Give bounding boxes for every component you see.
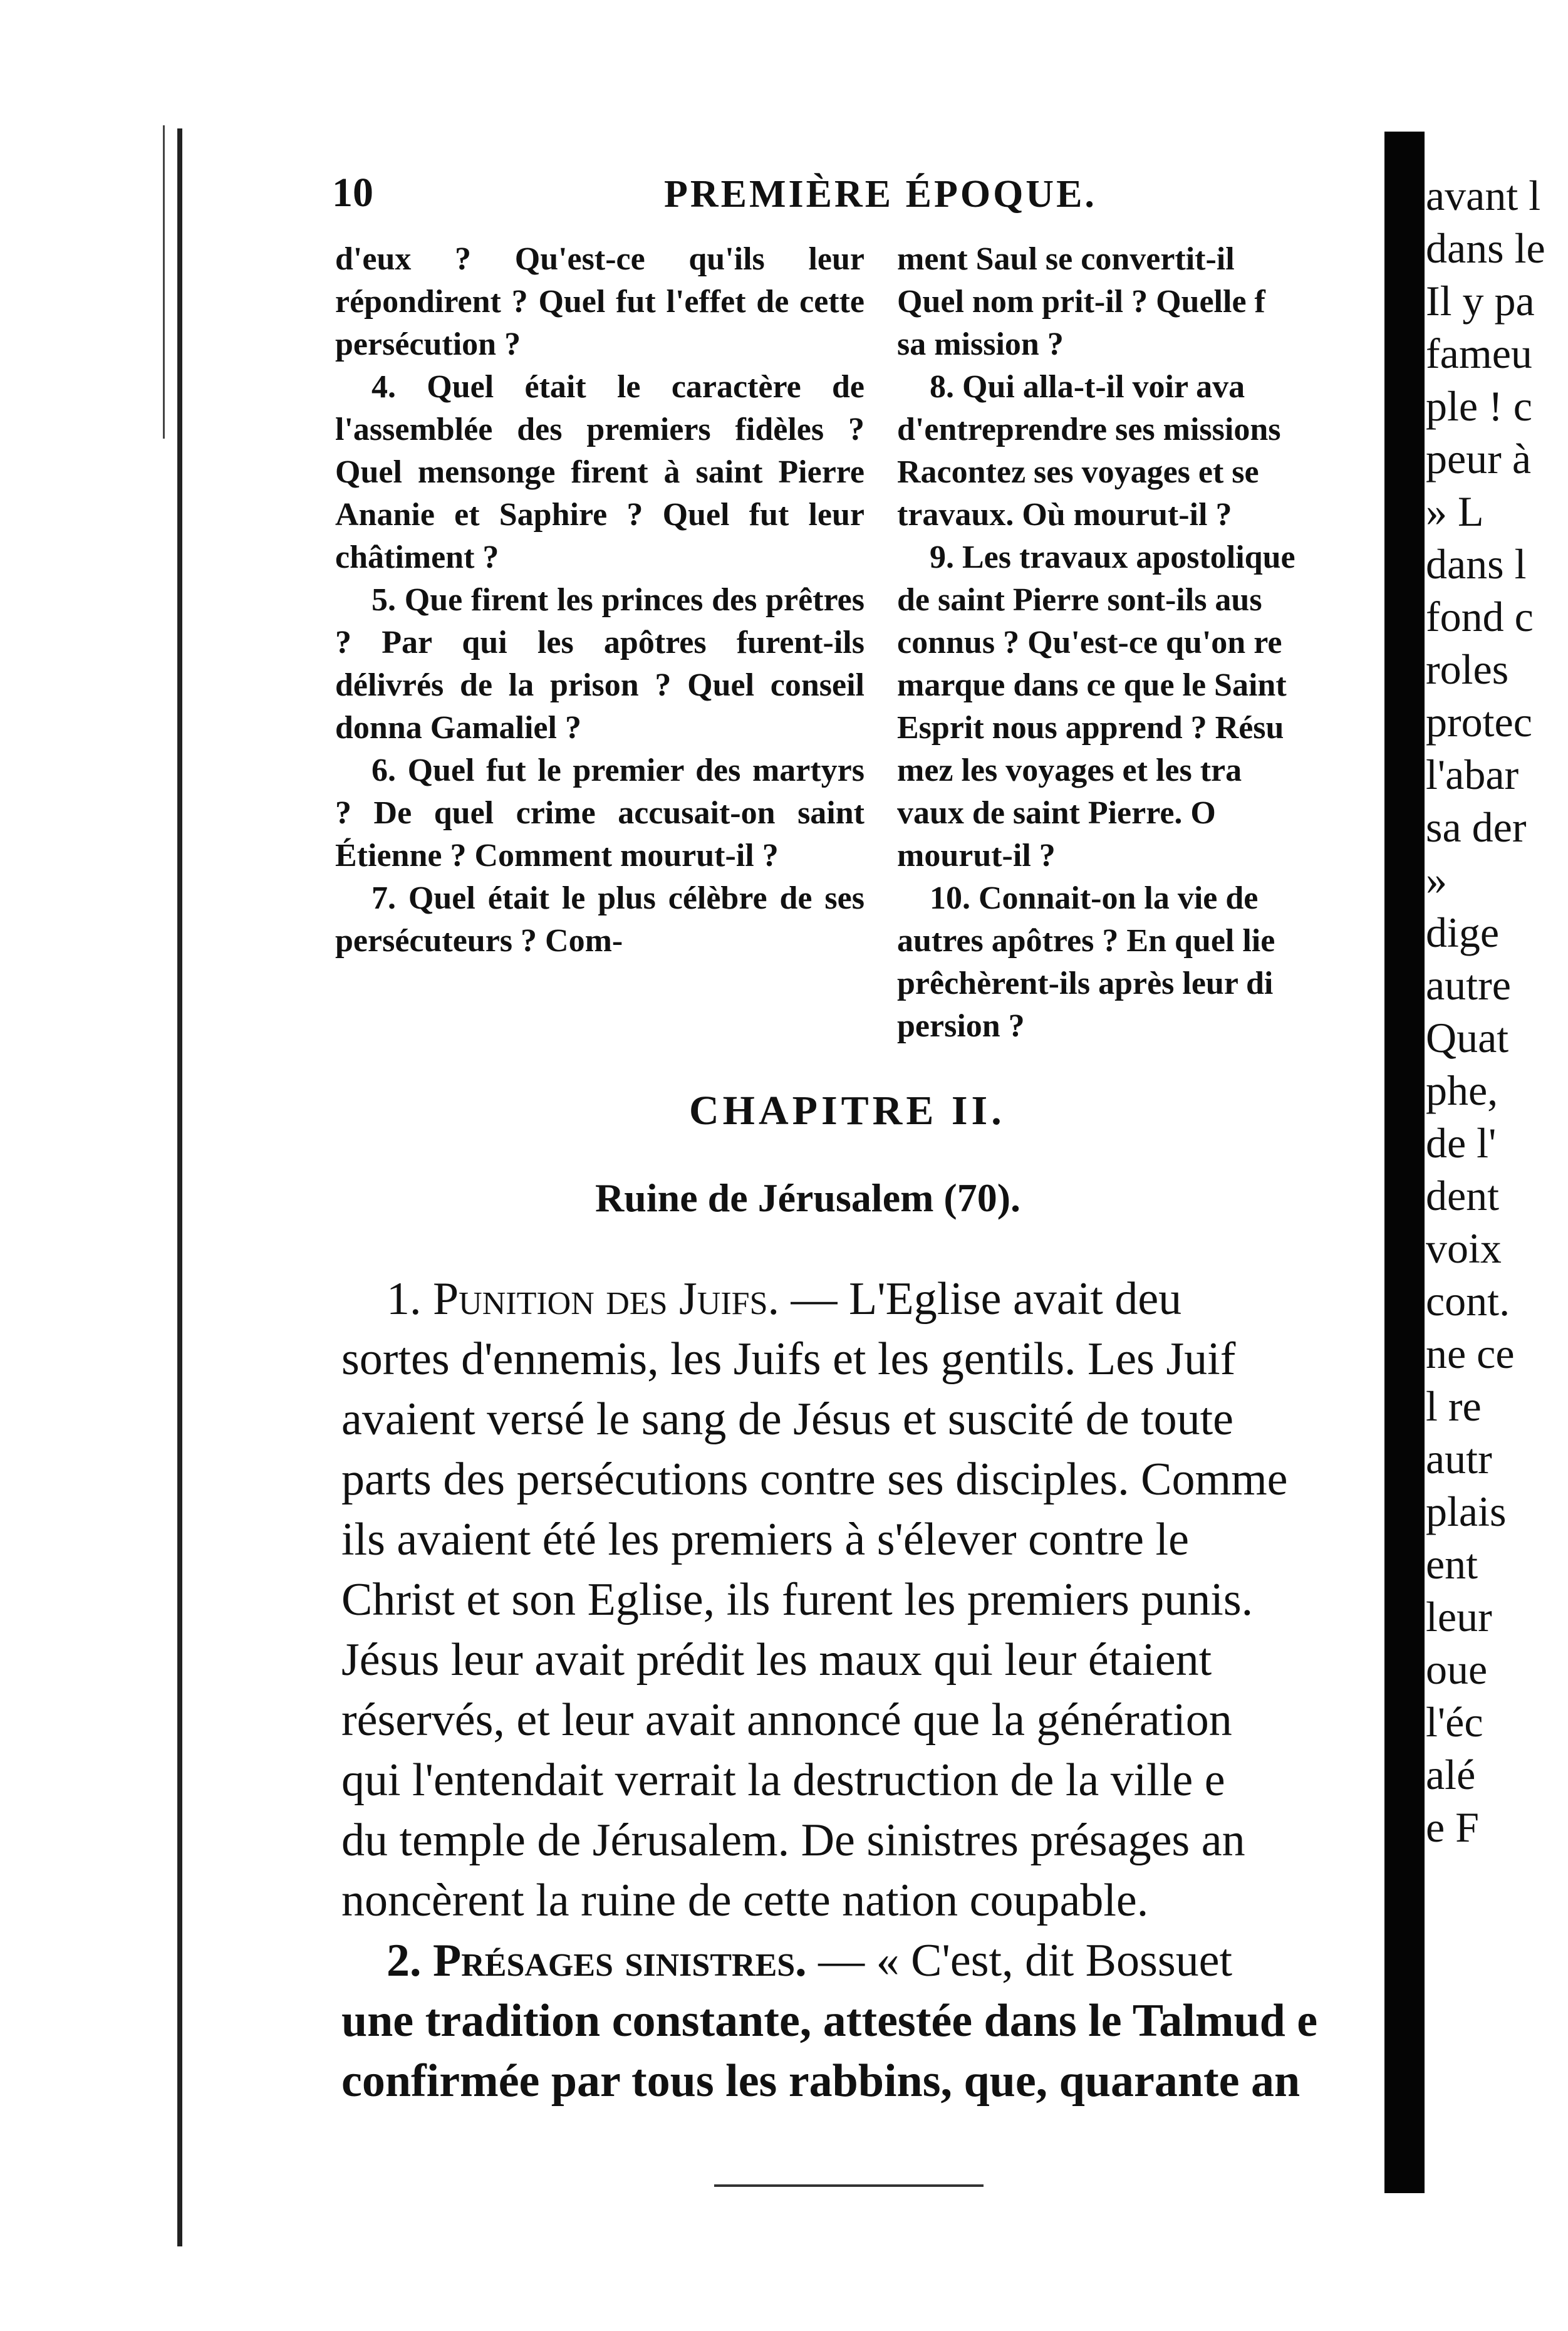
question-line: vaux de saint Pierre. O bbox=[897, 795, 1216, 831]
questions-right-column bbox=[897, 238, 1392, 1048]
fragment-line: peur à bbox=[1426, 435, 1532, 482]
fragment-line: fond c bbox=[1426, 593, 1534, 640]
question-line: Quel nom prit-il ? Quelle f bbox=[897, 284, 1265, 320]
section-heading: 1. Punition des Juifs. bbox=[387, 1273, 780, 1325]
body-line: noncèrent la ruine de cette nation coupable. bbox=[341, 1875, 1149, 1926]
fragment-line: cont. bbox=[1426, 1277, 1510, 1325]
body-line: confirmée par tous les rabbins, que, quarante an bbox=[341, 2055, 1301, 2107]
questions-left-column bbox=[335, 238, 864, 962]
fragment-line: sa der bbox=[1426, 803, 1527, 851]
body-line: parts des persécutions contre ses disciples. Comme bbox=[341, 1454, 1288, 1505]
question-line: Racontez ses voyages et se bbox=[897, 454, 1259, 490]
question-line: marque dans ce que le Saint bbox=[897, 667, 1287, 703]
body-line: du temple de Jérusalem. De sinistres présages an bbox=[341, 1815, 1245, 1866]
fragment-line: phe, bbox=[1426, 1066, 1498, 1114]
question-line: 8. Qui alla-t-il voir ava bbox=[897, 369, 1245, 405]
fragment-line: l'éc bbox=[1426, 1698, 1483, 1746]
question-paragraph: 5. Que firent les princes des prêtres ? Par qui les apôtres furent-ils délivrés de la prison ? Quel conseil donna Gamaliel ? bbox=[335, 582, 864, 746]
chapter-subtitle: Ruine de Jérusalem (70). bbox=[595, 1176, 1021, 1220]
fragment-line: dige bbox=[1426, 909, 1500, 956]
fragment-line: alé bbox=[1426, 1751, 1476, 1798]
next-page-fragment bbox=[1426, 169, 1568, 1854]
scan-edge-line bbox=[163, 125, 165, 439]
body-line: avaient versé le sang de Jésus et suscité de toute bbox=[341, 1394, 1234, 1445]
question-paragraph: 4. Quel était le caractère de l'assemblée des premiers fidèles ? Quel mensonge firent à saint Pierre Ananie et Saphire ? Quel fut leur châtiment ? bbox=[335, 369, 864, 575]
running-title: PREMIÈRE ÉPOQUE. bbox=[664, 173, 1097, 216]
fragment-line: fameu bbox=[1426, 330, 1532, 377]
body-line: qui l'entendait verrait la destruction de la ville e bbox=[341, 1755, 1225, 1806]
scan-binding-edge bbox=[177, 128, 182, 2246]
body-text bbox=[341, 1269, 1400, 2111]
fragment-line: de l' bbox=[1426, 1119, 1497, 1167]
body-line: sortes d'ennemis, les Juifs et les gentils. Les Juif bbox=[341, 1333, 1236, 1385]
fragment-line: voix bbox=[1426, 1224, 1502, 1272]
fragment-line: l re bbox=[1426, 1382, 1482, 1430]
fragment-line: leur bbox=[1426, 1593, 1492, 1640]
fragment-line: dans l bbox=[1426, 540, 1527, 588]
page-number: 10 bbox=[332, 170, 373, 216]
question-line: de saint Pierre sont-ils aus bbox=[897, 582, 1262, 618]
fragment-line: plais bbox=[1426, 1488, 1507, 1535]
question-line: prêchèrent-ils après leur di bbox=[897, 966, 1274, 1001]
body-line: Jésus leur avait prédit les maux qui leur étaient bbox=[341, 1634, 1212, 1686]
fragment-line: protec bbox=[1426, 698, 1532, 746]
fragment-line: l'abar bbox=[1426, 751, 1519, 798]
fragment-line: autre bbox=[1426, 961, 1511, 1009]
fragment-line: dans le bbox=[1426, 224, 1545, 272]
question-line: connus ? Qu'est-ce qu'on re bbox=[897, 625, 1282, 660]
fragment-line: oue bbox=[1426, 1645, 1488, 1693]
fragment-line: ent bbox=[1426, 1540, 1478, 1588]
question-line: ment Saul se convertit-il bbox=[897, 241, 1235, 277]
question-line: Esprit nous apprend ? Résu bbox=[897, 710, 1284, 746]
fragment-line: dent bbox=[1426, 1172, 1500, 1219]
fragment-line: e F bbox=[1426, 1803, 1479, 1851]
fragment-line: ne ce bbox=[1426, 1330, 1515, 1377]
fragment-line: » bbox=[1426, 856, 1447, 904]
question-line: persion ? bbox=[897, 1008, 1025, 1044]
footer-rule bbox=[714, 2184, 984, 2187]
question-line: mez les voyages et les tra bbox=[897, 753, 1242, 788]
fragment-line: Il y pa bbox=[1426, 277, 1535, 325]
body-line: — « C'est, dit Bossuet bbox=[818, 1935, 1233, 1986]
body-line: ils avaient été les premiers à s'élever contre le bbox=[341, 1514, 1189, 1565]
fragment-line: roles bbox=[1426, 645, 1509, 693]
body-line: une tradition constante, attestée dans le Talmud e bbox=[341, 1995, 1318, 2047]
question-paragraph: 7. Quel était le plus célèbre de ses persécuteurs ? Com- bbox=[335, 880, 864, 959]
question-line: 10. Connait-on la vie de bbox=[897, 880, 1259, 916]
body-line: — L'Eglise avait deu bbox=[791, 1273, 1182, 1325]
fragment-line: autr bbox=[1426, 1435, 1492, 1483]
fragment-line: avant l bbox=[1426, 172, 1541, 219]
section-heading: 2. Présages sinistres. bbox=[387, 1935, 807, 1986]
question-line: 9. Les travaux apostolique bbox=[897, 540, 1295, 575]
fragment-line: ple ! c bbox=[1426, 382, 1532, 430]
question-line: autres apôtres ? En quel lie bbox=[897, 923, 1275, 959]
question-line: d'entreprendre ses missions bbox=[897, 412, 1281, 447]
question-paragraph: d'eux ? Qu'est-ce qu'ils leur répondirent ? Quel fut l'effet de cette persécution ? bbox=[335, 241, 864, 362]
body-line: Christ et son Eglise, ils furent les premiers punis. bbox=[341, 1574, 1254, 1625]
body-line: réservés, et leur avait annoncé que la génération bbox=[341, 1694, 1232, 1746]
chapter-title: CHAPITRE II. bbox=[689, 1088, 1005, 1134]
question-paragraph: 6. Quel fut le premier des martyrs ? De quel crime accusait-on saint Étienne ? Comment mourut-il ? bbox=[335, 753, 864, 873]
question-line: mourut-il ? bbox=[897, 838, 1056, 873]
fragment-line: Quat bbox=[1426, 1014, 1509, 1061]
question-line: travaux. Où mourut-il ? bbox=[897, 497, 1232, 533]
fragment-line: » L bbox=[1426, 488, 1484, 535]
question-line: sa mission ? bbox=[897, 326, 1064, 362]
